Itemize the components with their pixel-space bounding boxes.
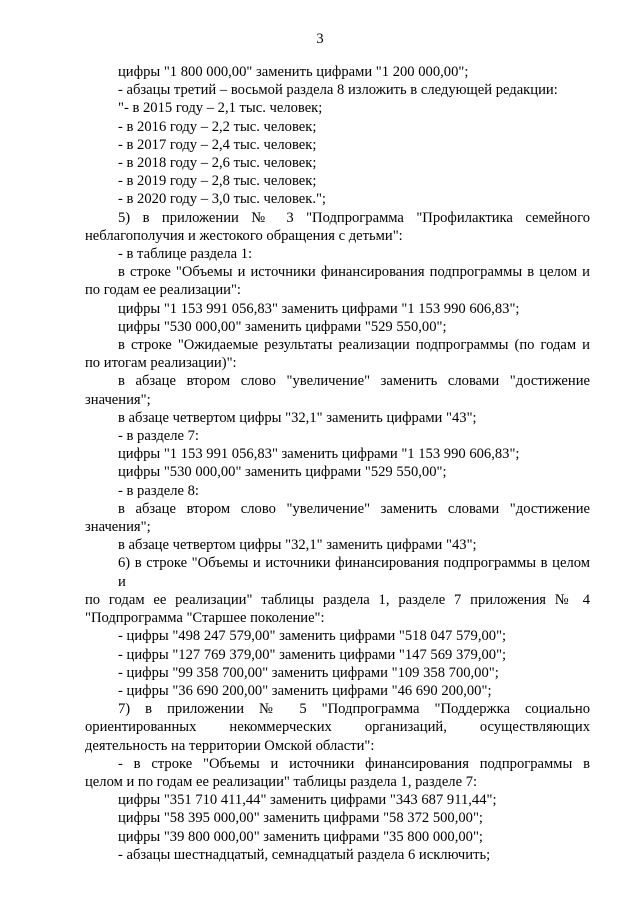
- text-line: - в 2019 году – 2,8 тыс. человек;: [118, 173, 317, 190]
- text-line: - в 2020 году – 3,0 тыс. человек.";: [118, 191, 326, 208]
- text-line: значения";: [85, 391, 151, 408]
- text-line: - в 2018 году – 2,6 тыс. человек;: [118, 155, 317, 172]
- text-line: - абзацы шестнадцатый, семнадцатый раздела 6 исключить;: [118, 846, 491, 863]
- text-line: цифры "58 395 000,00" заменить цифрами "58 372 500,00";: [118, 810, 483, 827]
- text-line: цифры "1 153 991 056,83" заменить цифрами "1 153 990 606,83";: [118, 300, 520, 317]
- text-line: - в строке "Объемы и источники финансирования подпрограммы в: [118, 755, 590, 772]
- text-line: по годам ее реализации" таблицы раздела 1, разделе 7 приложения № 4: [85, 591, 590, 608]
- text-line: - абзацы третий – восьмой раздела 8 изложить в следующей редакции:: [118, 82, 558, 99]
- text-line: - цифры "36 690 200,00" заменить цифрами "46 690 200,00";: [118, 682, 492, 699]
- text-line: цифры "530 000,00" заменить цифрами "529 550,00";: [118, 464, 447, 481]
- text-line: - в 2016 году – 2,2 тыс. человек;: [118, 118, 317, 135]
- text-line: - цифры "99 358 700,00" заменить цифрами "109 358 700,00";: [118, 664, 499, 681]
- text-line: целом и по годам ее реализации" таблицы раздела 1, разделе 7:: [85, 773, 478, 790]
- text-line: - цифры "127 769 379,00" заменить цифрами "147 569 379,00";: [118, 646, 507, 663]
- text-line: - в разделе 8:: [118, 482, 199, 499]
- text-line: - в таблице раздела 1:: [118, 246, 253, 263]
- text-line: деятельность на территории Омской области":: [85, 737, 375, 754]
- text-line: в абзаце втором слово "увеличение" заменить словами "достижение: [118, 373, 590, 390]
- text-line: цифры "39 800 000,00" заменить цифрами "35 800 000,00";: [118, 828, 483, 845]
- text-line: значения";: [85, 519, 151, 536]
- text-line: цифры "1 153 991 056,83" заменить цифрами "1 153 990 606,83";: [118, 446, 520, 463]
- text-line: в абзаце четвертом цифры "32,1" заменить цифрами "43";: [118, 409, 477, 426]
- text-line: - в 2017 году – 2,4 тыс. человек;: [118, 136, 317, 153]
- text-line: неблагополучия и жестокого обращения с детьми":: [85, 227, 403, 244]
- text-line: в абзаце четвертом цифры "32,1" заменить цифрами "43";: [118, 537, 477, 554]
- text-line: 5) в приложении № 3 "Подпрограмма "Профилактика семейного: [118, 209, 590, 226]
- text-line: 7) в приложении № 5 "Подпрограмма "Поддержка социально: [118, 701, 590, 718]
- text-line: "Подпрограмма "Старшее поколение":: [85, 610, 325, 627]
- text-line: 6) в строке "Объемы и источники финансирования подпрограммы в целом и: [118, 555, 590, 590]
- text-line: ориентированных некоммерческих организаций, осуществляющих: [85, 719, 590, 736]
- text-line: в абзаце втором слово "увеличение" заменить словами "достижение: [118, 500, 590, 517]
- text-line: по итогам реализации)":: [85, 355, 237, 372]
- text-line: цифры "1 800 000,00" заменить цифрами "1 200 000,00";: [118, 64, 469, 80]
- text-line: - цифры "498 247 579,00" заменить цифрами "518 047 579,00";: [118, 628, 507, 645]
- text-line: "- в 2015 году – 2,1 тыс. человек;: [118, 100, 323, 117]
- page-number: 3: [316, 31, 324, 47]
- document-body: [85, 63, 590, 864]
- text-line: цифры "530 000,00" заменить цифрами "529 550,00";: [118, 318, 447, 335]
- text-line: в строке "Объемы и источники финансирования подпрограммы в целом и: [118, 264, 590, 281]
- text-line: в строке "Ожидаемые результаты реализации подпрограммы (по годам и: [118, 337, 590, 354]
- text-line: по годам ее реализации":: [85, 282, 241, 299]
- text-line: цифры "351 710 411,44" заменить цифрами "343 687 911,44";: [118, 792, 497, 809]
- text-line: - в разделе 7:: [118, 428, 199, 445]
